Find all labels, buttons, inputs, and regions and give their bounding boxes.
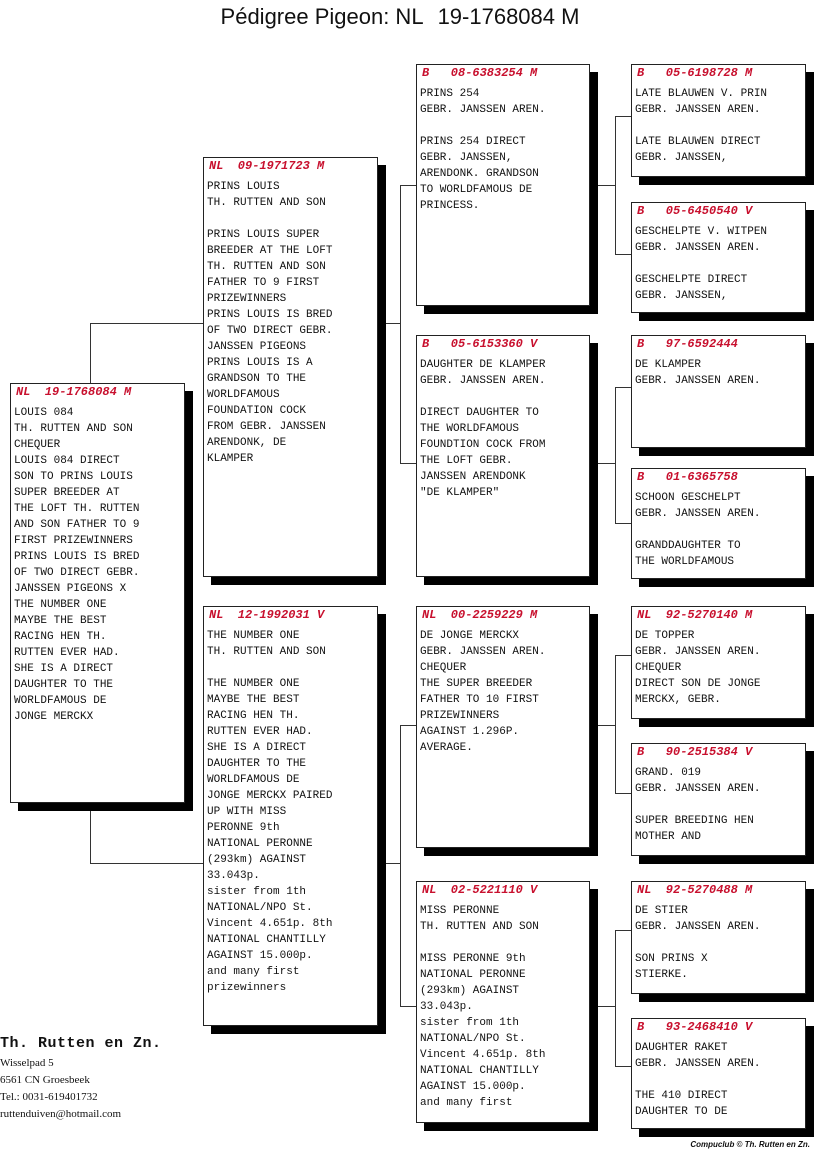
ring-number: B 05-6450540 V (637, 204, 753, 218)
ring-number: NL 19-1768084 M (16, 385, 132, 399)
pigeon-description: DAUGHTER RAKET GEBR. JANSSEN AREN. THE 410 DIRECT DAUGHTER TO DE (635, 1042, 761, 1118)
connector-line (400, 463, 417, 464)
pigeon-description: LATE BLAUWEN V. PRIN GEBR. JANSSEN AREN. LATE BLAUWEN DIRECT GEBR. JANSSEN, (635, 88, 768, 164)
connector-line (590, 185, 615, 186)
connector-line (615, 655, 632, 656)
ring-number: NL 09-1971723 M (209, 159, 325, 173)
ring-number: B 93-2468410 V (637, 1020, 753, 1034)
pigeon-description: GRAND. 019 GEBR. JANSSEN AREN. SUPER BREEDING HEN MOTHER AND (635, 767, 761, 843)
pigeon-card-dsd[interactable] (631, 743, 806, 856)
pigeon-description: SCHOON GESCHELPT GEBR. JANSSEN AREN. GRANDDAUGHTER TO THE WORLDFAMOUS (635, 492, 761, 568)
connector-line (590, 725, 615, 726)
ring-number: NL 12-1992031 V (209, 608, 325, 622)
connector-line (615, 387, 632, 388)
pigeon-card-dds[interactable] (631, 881, 806, 994)
ring-number: NL 92-5270140 M (637, 608, 753, 622)
copyright-note: Compuclub © Th. Rutten en Zn. (690, 1140, 810, 1149)
connector-line (90, 863, 204, 864)
pigeon-card-dam-dam[interactable] (416, 881, 590, 1123)
pigeon-description: DE TOPPER GEBR. JANSSEN AREN. CHEQUER DIRECT SON DE JONGE MERCKX, GEBR. (635, 630, 761, 706)
breeder-contact (0, 1033, 162, 1123)
ring-number: NL 92-5270488 M (637, 883, 753, 897)
pigeon-description: PRINS LOUIS TH. RUTTEN AND SON PRINS LOUIS SUPER BREEDER AT THE LOFT TH. RUTTEN AND SON FATHER TO 9 FIRST PRIZEWINNERS PRINS LOUIS IS BRED OF TWO DIRECT GEBR. JANSSEN PIGEONS PRINS LOUIS IS A GRANDSON TO THE WORLDFAMOUS FOUNDATION COCK FROM GEBR. JANSSEN ARENDONK, DE KLAMPER (207, 181, 333, 465)
connector-line (615, 523, 632, 524)
page-title-prefix: Pédigree Pigeon: NL (220, 4, 424, 29)
ring-number: B 05-6198728 M (637, 66, 753, 80)
pigeon-description: GESCHELPTE V. WITPEN GEBR. JANSSEN AREN. GESCHELPTE DIRECT GEBR. JANSSEN, (635, 226, 768, 302)
ring-number: NL 00-2259229 M (422, 608, 538, 622)
pigeon-description: DE KLAMPER GEBR. JANSSEN AREN. (635, 359, 761, 387)
pigeon-card-subject[interactable] (10, 383, 185, 803)
pigeon-card-sire-sire[interactable] (416, 64, 590, 306)
pigeon-card-sire-dam[interactable] (416, 335, 590, 577)
connector-line (90, 810, 91, 863)
breeder-email[interactable]: ruttenduiven@hotmail.com (0, 1108, 122, 1120)
connector-line (615, 930, 632, 931)
connector-line (615, 793, 632, 794)
connector-line (615, 387, 616, 524)
page-title (0, 4, 800, 30)
pigeon-card-dss[interactable] (631, 606, 806, 719)
connector-line (615, 655, 616, 794)
connector-line (400, 185, 401, 464)
page-title-ring: 19-1768084 M (437, 4, 580, 29)
connector-line (90, 323, 91, 383)
connector-line (400, 1006, 417, 1007)
pigeon-description: DAUGHTER DE KLAMPER GEBR. JANSSEN AREN. DIRECT DAUGHTER TO THE WORLDFAMOUS FOUNDTION COCK FROM THE LOFT GEBR. JANSSEN ARENDONK "DE KLAMPER" (420, 359, 546, 499)
ring-number: NL 02-5221110 V (422, 883, 538, 897)
pigeon-card-sire[interactable] (203, 157, 378, 577)
breeder-phone: Tel.: 0031-619401732 (0, 1091, 98, 1103)
pigeon-card-ddd[interactable] (631, 1018, 806, 1129)
ring-number: B 08-6383254 M (422, 66, 538, 80)
ring-number: B 90-2515384 V (637, 745, 753, 759)
pigeon-description: DE JONGE MERCKX GEBR. JANSSEN AREN. CHEQUER THE SUPER BREEDER FATHER TO 10 FIRST PRIZEWINNERS AGAINST 1.296P. AVERAGE. (420, 630, 546, 754)
pigeon-card-sss[interactable] (631, 64, 806, 177)
connector-line (90, 323, 204, 324)
pigeon-description: DE STIER GEBR. JANSSEN AREN. SON PRINS X STIERKE. (635, 905, 761, 981)
pigeon-card-sdd[interactable] (631, 468, 806, 579)
connector-line (590, 463, 615, 464)
connector-line (615, 254, 632, 255)
ring-number: B 01-6365758 (637, 470, 738, 484)
pigeon-description: PRINS 254 GEBR. JANSSEN AREN. PRINS 254 DIRECT GEBR. JANSSEN, ARENDONK. GRANDSON TO WORLDFAMOUS DE PRINCESS. (420, 88, 546, 212)
breeder-street: Wisselpad 5 (0, 1057, 54, 1069)
connector-line (400, 725, 417, 726)
connector-line (615, 116, 616, 255)
connector-line (615, 1066, 632, 1067)
connector-line (400, 725, 401, 1007)
breeder-name: Th. Rutten en Zn. (0, 1035, 162, 1052)
connector-line (615, 116, 632, 117)
pigeon-description: MISS PERONNE TH. RUTTEN AND SON MISS PERONNE 9th NATIONAL PERONNE (293km) AGAINST 33.043p. sister from 1th NATIONAL/NPO St. Vincent 4.651p. 8th NATIONAL CHANTILLY AGAINST 15.000p. and many first (420, 905, 546, 1109)
connector-line (378, 323, 400, 324)
pigeon-card-sds[interactable] (631, 335, 806, 448)
pigeon-description: THE NUMBER ONE TH. RUTTEN AND SON THE NUMBER ONE MAYBE THE BEST RACING HEN TH. RUTTEN EVER HAD. SHE IS A DIRECT DAUGHTER TO THE WORLDFAMOUS DE JONGE MERCKX PAIRED UP WITH MISS PERONNE 9th NATIONAL PERONNE (293km) AGAINST 33.043p. sister from 1th NATIONAL/NPO St. Vincent 4.651p. 8th NATIONAL CHANTILLY AGAINST 15.000p. and many first prizewinners (207, 630, 333, 994)
connector-line (615, 930, 616, 1067)
ring-number: B 97-6592444 (637, 337, 738, 351)
pigeon-description: LOUIS 084 TH. RUTTEN AND SON CHEQUER LOUIS 084 DIRECT SON TO PRINS LOUIS SUPER BREEDER AT THE LOFT TH. RUTTEN AND SON FATHER TO 9 FIRST PRIZEWINNERS PRINS LOUIS IS BRED OF TWO DIRECT GEBR. JANSSEN PIGEONS X THE NUMBER ONE MAYBE THE BEST RACING HEN TH. RUTTEN EVER HAD. SHE IS A DIRECT DAUGHTER TO THE WORLDFAMOUS DE JONGE MERCKX (14, 407, 140, 723)
connector-line (590, 1006, 615, 1007)
ring-number: B 05-6153360 V (422, 337, 538, 351)
connector-line (378, 863, 400, 864)
pigeon-card-dam-sire[interactable] (416, 606, 590, 848)
pigeon-card-ssd[interactable] (631, 202, 806, 313)
pigeon-card-dam[interactable] (203, 606, 378, 1026)
connector-line (400, 185, 417, 186)
breeder-city: 6561 CN Groesbeek (0, 1074, 90, 1086)
